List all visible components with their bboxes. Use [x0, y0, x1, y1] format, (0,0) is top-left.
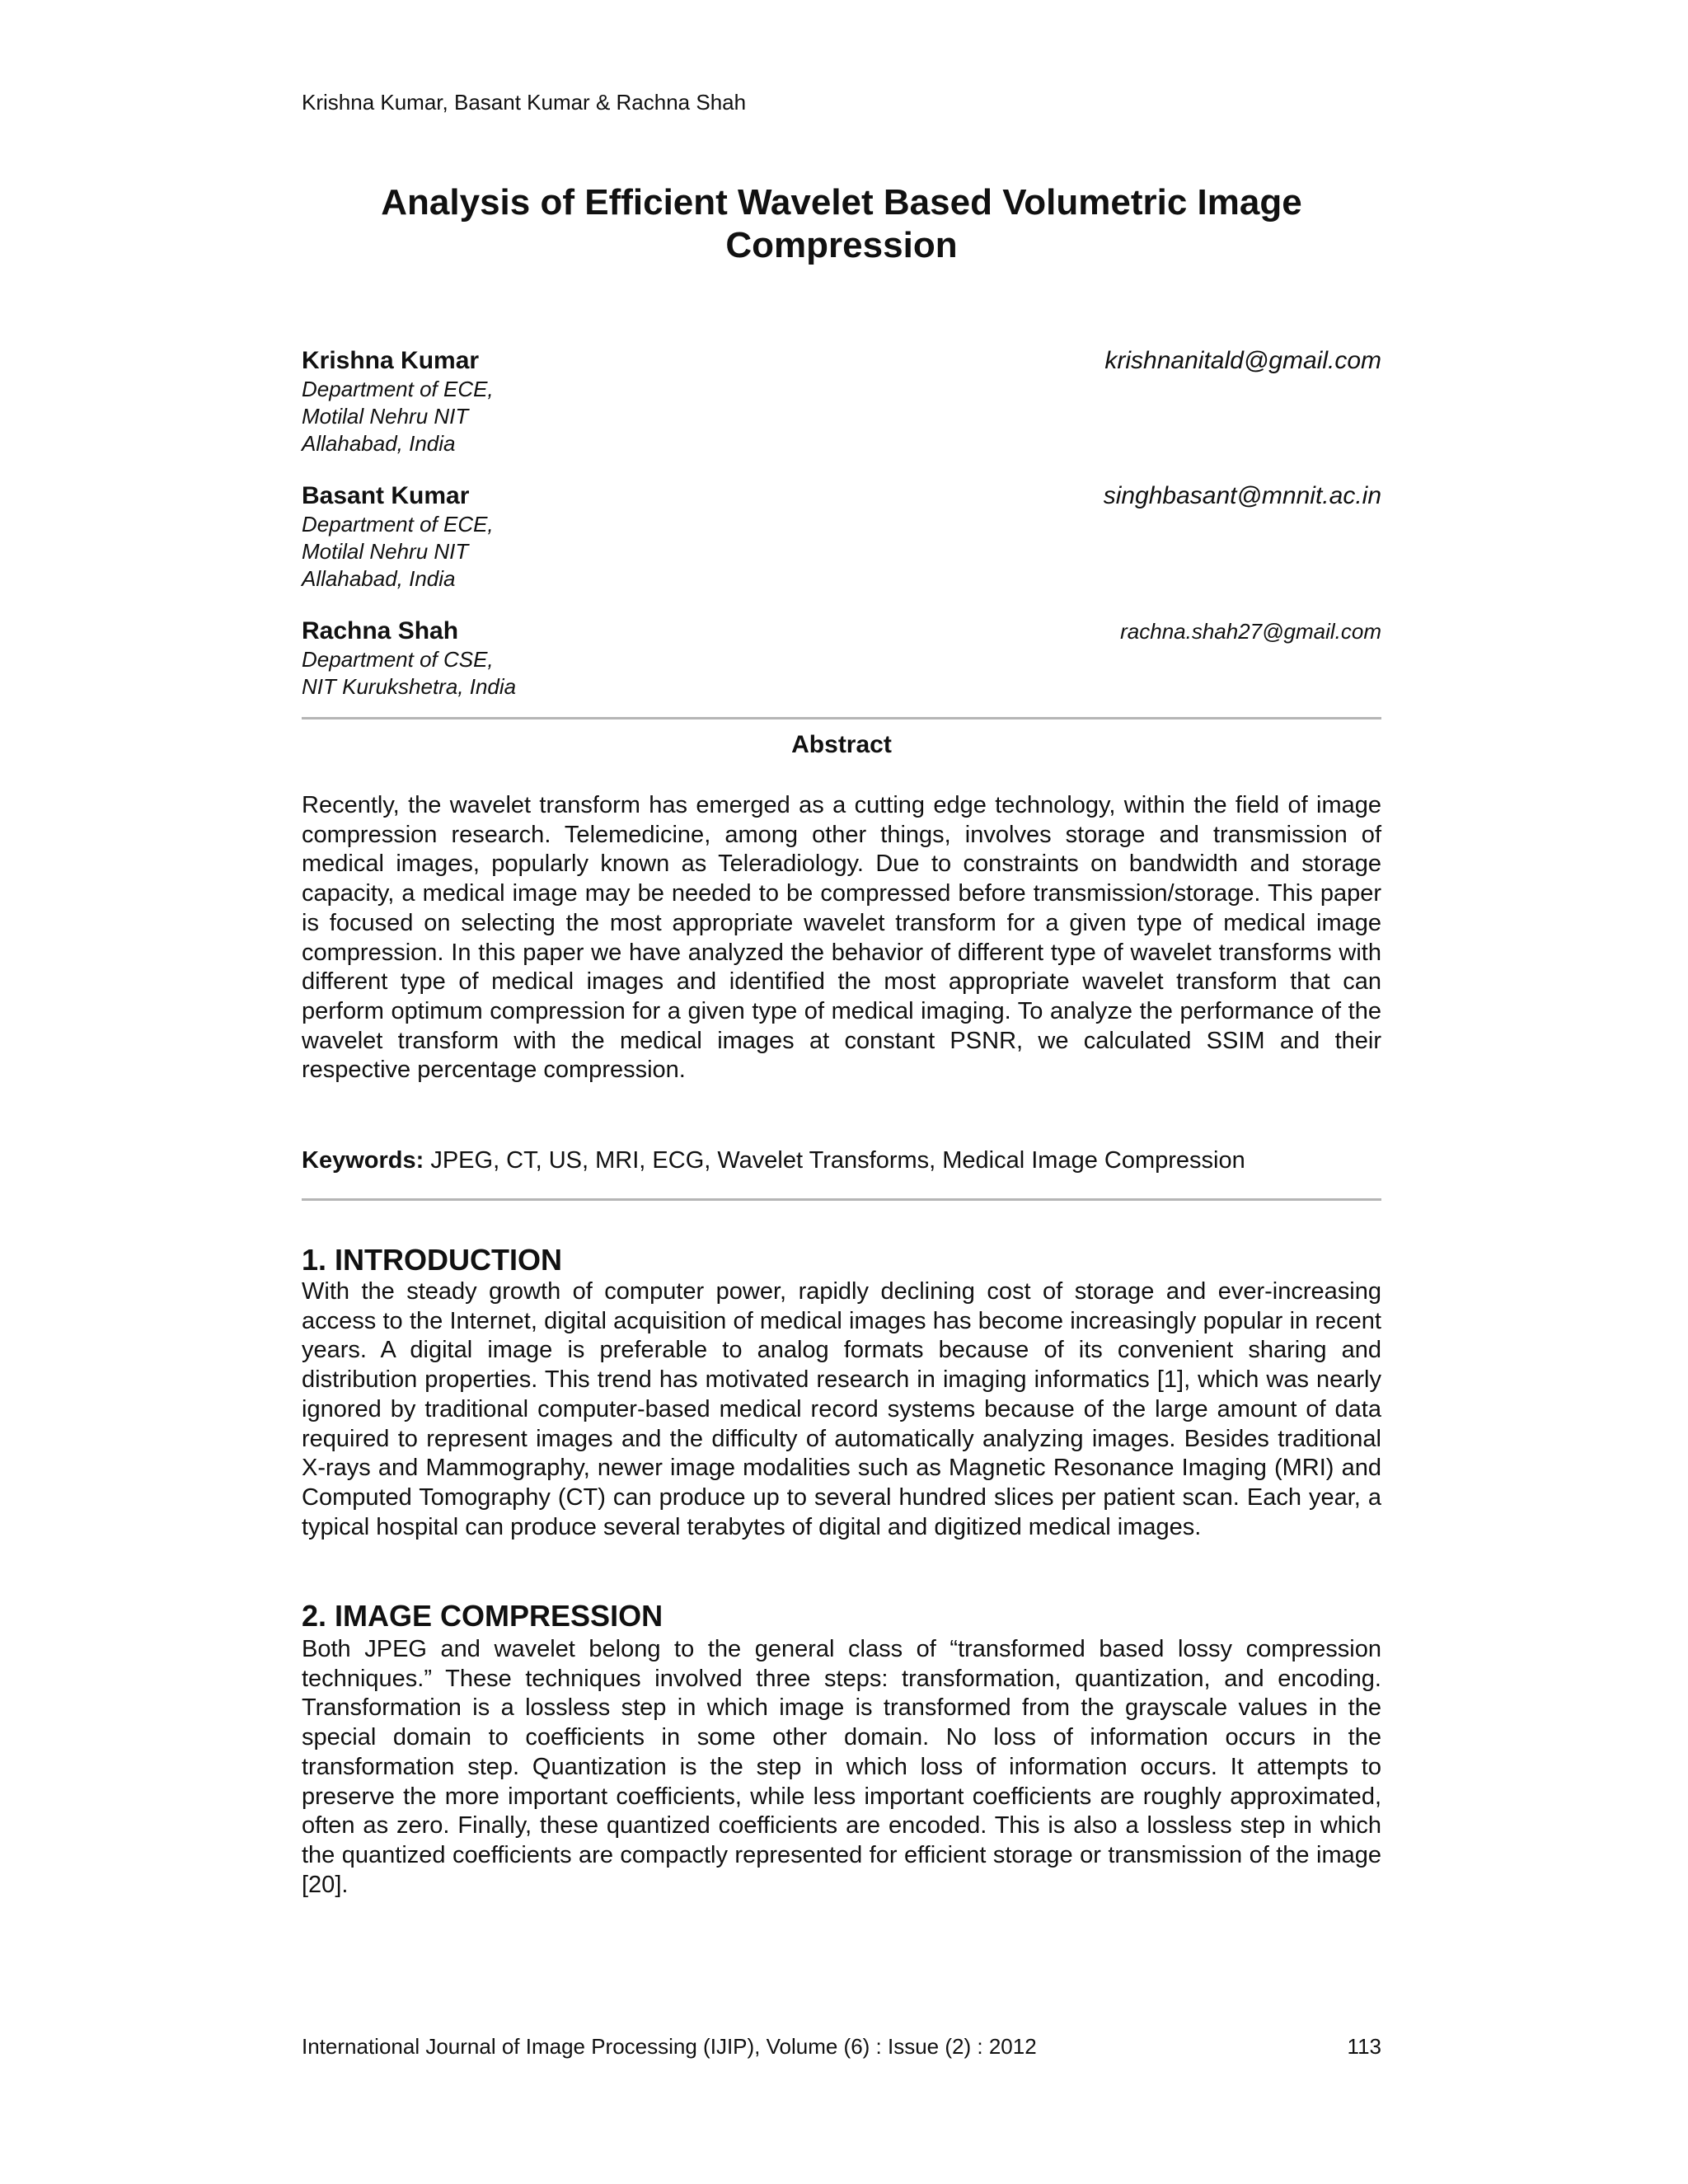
keywords-list: JPEG, CT, US, MRI, ECG, Wavelet Transforms, Medical Image Compression: [424, 1147, 1245, 1174]
author-email: rachna.shah27@gmail.com: [1120, 619, 1381, 644]
keywords: [302, 1146, 1381, 1175]
journal-citation: International Journal of Image Processing (IJIP), Volume (6) : Issue (2) : 2012: [302, 2034, 1037, 2059]
keywords-label: Keywords:: [302, 1147, 424, 1174]
section-heading-image-compression: 2. IMAGE COMPRESSION: [302, 1599, 663, 1633]
author-name: Rachna Shah: [302, 617, 459, 644]
abstract-text: Recently, the wavelet transform has emerged as a cutting edge technology, within the field of image compression research. Telemedicine, among other things, involves storage and transmission of medical images, popularly known as Teleradiology. Due to constraints on bandwidth and storage capacity, a medical image may be needed to be compressed before transmission/storage. This paper is focused on selecting the most appropriate wavelet transform for a given type of medical image compression. In this paper we have analyzed the behavior of different type of wavelet transforms with different type of medical images and identified the most appropriate wavelet transform that can perform optimum compression for a given type of medical imaging. To analyze the performance of the wavelet transform with the medical images at constant PSNR, we calculated SSIM and their respective percentage compression.: [302, 792, 1381, 1084]
paper-title-line-2: Compression: [725, 225, 958, 265]
author-email: krishnanitald@gmail.com: [1104, 347, 1381, 374]
author-email: singhbasant@mnnit.ac.in: [1103, 482, 1381, 509]
author-affiliation-line: Allahabad, India: [302, 431, 456, 456]
divider-rule: [302, 1198, 1381, 1201]
author-affiliation-line: Motilal Nehru NIT: [302, 404, 469, 429]
abstract-heading: Abstract: [791, 731, 892, 758]
author-affiliation-line: Department of ECE,: [302, 377, 494, 401]
author-name: Basant Kumar: [302, 482, 470, 509]
paper-title-line-1: Analysis of Efficient Wavelet Based Volumetric Image: [381, 182, 1302, 223]
author-block-2: [302, 481, 1381, 593]
divider-rule: [302, 717, 1381, 719]
section-heading-introduction: 1. INTRODUCTION: [302, 1243, 563, 1277]
author-name: Krishna Kumar: [302, 347, 480, 374]
author-block-3: [302, 616, 1381, 701]
paper-title: [302, 181, 1381, 267]
author-affiliation-line: Motilal Nehru NIT: [302, 539, 469, 564]
author-affiliation-line: Allahabad, India: [302, 566, 456, 591]
author-affiliation-line: Department of CSE,: [302, 647, 494, 672]
page-number: 113: [1347, 2034, 1381, 2059]
author-affiliation-line: Department of ECE,: [302, 512, 494, 537]
running-header: Krishna Kumar, Basant Kumar & Rachna Shah: [302, 90, 747, 115]
image-compression-text: Both JPEG and wavelet belong to the general class of “transformed based lossy compression techniques.” These techniques involved three steps: transformation, quantization, and encoding. Transformation is a lossless step in which image is transformed from the grayscale values in the special domain to coefficients in some other domain. No loss of information occurs in the transformation step. Quantization is the step in which loss of information occurs. It attempts to preserve the more important coefficients, while less important coefficients are roughly approximated, often as zero. Finally, these quantized coefficients are encoded. This is also a lossless step in which the quantized coefficients are compactly represented for efficient storage or transmission of the image [20].: [302, 1636, 1381, 1898]
introduction-text: With the steady growth of computer power, rapidly declining cost of storage and ever-increasing access to the Internet, digital acquisition of medical images has become increasingly popular in recent years. A digital image is preferable to analog formats because of its convenient sharing and distribution properties. This trend has motivated research in imaging informatics [1], which was nearly ignored by traditional computer-based medical record systems because of the large amount of data required to represent images and the difficulty of automatically analyzing images. Besides traditional X-rays and Mammography, newer image modalities such as Magnetic Resonance Imaging (MRI) and Computed Tomography (CT) can produce up to several hundred slices per patient scan. Each year, a typical hospital can produce several terabytes of digital and digitized medical images.: [302, 1278, 1381, 1540]
author-block-1: [302, 346, 1381, 457]
author-affiliation-line: NIT Kurukshetra, India: [302, 674, 517, 699]
